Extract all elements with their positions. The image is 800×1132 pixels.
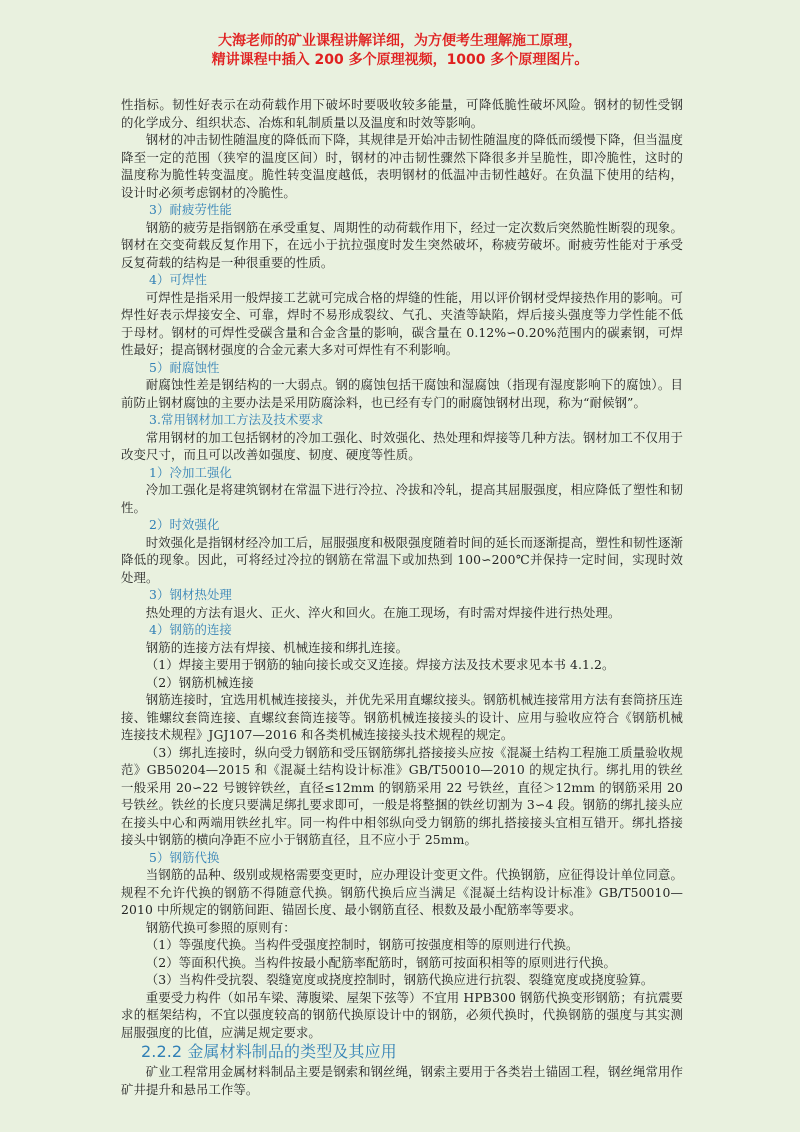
paragraph: 钢筋代换可参照的原则有： <box>145 919 296 935</box>
paragraph: 当钢筋的品种、级别或规格需要变更时，应办理设计变更文件。代换钢筋，应征得设计单位同意。规程不允许代换的钢筋不得随意代换。钢筋代换后应当满足《混凝土结构设计标准》GB/T50010—2010 中所规定的钢筋间距、锚固长度、最小钢筋直径、根数及最小配筋率等要求。 <box>121 867 683 917</box>
paragraph: 重要受力构件（如吊车梁、薄腹梁、屋架下弦等）不宜用 HPB300 钢筋代换变形钢筋；有抗震要求的框架结构，不宜以强度较高的钢筋代换原设计中的钢筋，必须代换时，代换钢筋的强度与其实测屈服强度的比值，应满足规定要求。 <box>121 989 683 1040</box>
paragraph: 性指标。韧性好表示在动荷载作用下破坏时要吸收较多能量，可降低脆性破坏风险。钢材的韧性受钢的化学成分、组织状态、冶炼和轧制质量以及温度和时效等影响。 <box>121 97 683 130</box>
paragraph: 可焊性是指采用一般焊接工艺就可完成合格的焊缝的性能，用以评价钢材受焊接热作用的影响。可焊性好表示焊接安全、可靠，焊时不易形成裂纹、气孔、夹渣等缺陷，焊后接头强度等力学性能不低于母材。钢材的可焊性受碳含量和合金含量的影响，碳含量在 0.12%∽0.20%范围内的碳素钢，可焊性最好；提高钢材强度的合金元素大多对可焊性有不利影响。 <box>121 289 683 357</box>
paragraph: 时效强化是指钢材经冷加工后，屈服强度和极限强度随着时间的延长而逐渐提高，塑性和韧性逐渐降低的现象。因此，可将经过冷拉的钢筋在常温下或加热到 100∽200℃并保持一定时间，实现时效处理。 <box>121 534 683 585</box>
banner-line-2: 精讲课程中插入 200 多个原理视频，1000 多个原理图片。 <box>211 52 589 68</box>
document-body <box>121 96 683 1098</box>
list-item: （1）焊接主要用于钢筋的轴向接长或交叉连接。焊接方法及技术要求见本书 4.1.2。 <box>145 657 615 672</box>
paragraph: 钢筋连接时，宜选用机械连接接头，并优先采用直螺纹接头。钢筋机械连接常用方法有套筒挤压连接、锥螺纹套筒连接、直螺纹套筒连接等。钢筋机械连接接头的设计、应用与验收应符合《钢筋机械连接技术规程》JGJ107—2016 和各类机械连接接头技术规程的规定。 <box>121 692 683 742</box>
heading-processing: 3.常用钢材加工方法及技术要求 <box>149 412 324 427</box>
paragraph: 矿业工程常用金属材料制品主要是钢索和钢丝绳，钢索主要用于各类岩土锚固工程，钢丝绳常用作矿井提升和悬吊工作等。 <box>121 1064 683 1097</box>
paragraph: 热处理的方法有退火、正火、淬火和回火。在施工现场，有时需对焊接件进行热处理。 <box>145 604 621 620</box>
banner-line-1: 大海老师的矿业课程讲解详细，为方便考生理解施工原理， <box>218 33 582 49</box>
paragraph: 冷加工强化是将建筑钢材在常温下进行冷拉、冷拔和冷轧，提高其屈服强度，相应降低了塑性和韧性。 <box>121 482 683 515</box>
paragraph: 钢筋的连接方法有焊接、机械连接和绑扎连接。 <box>145 639 409 655</box>
list-item: （2）等面积代换。当构件按最小配筋率配筋时，钢筋可按面积相等的原则进行代换。 <box>145 954 616 970</box>
subheading-cold-working: 1）冷加工强化 <box>149 464 232 480</box>
subheading-substitution: 5）钢筋代换 <box>149 849 220 865</box>
paragraph: 钢筋的疲劳是指钢筋在承受重复、周期性的动荷载作用下，经过一定次数后突然脆性断裂的现象。钢材在交变荷载反复作用下，在远小于抗拉强度时发生突然破坏，称疲劳破坏。耐疲劳性能对于承受反复荷载的结构是一种很重要的性质。 <box>121 219 683 270</box>
list-item: （1）等强度代换。当构件受强度控制时，钢筋可按强度相等的原则进行代换。 <box>145 937 579 952</box>
paragraph: （3）绑扎连接时，纵向受力钢筋和受压钢筋绑扎搭接接头应按《混凝土结构工程施工质量验收规范》GB50204—2015 和《混凝土结构设计标准》GB/T50010—2010 的规定执行。绑扎用的铁丝一般采用 20∽22 号镀锌铁丝，直径≤12mm 的钢筋采用 22 号铁丝，直径＞12mm 的钢筋采用 20 号铁丝。铁丝的长度只要满足绑扎要求即可，一般是将整捆的铁丝切割为 3∽4 段。钢筋的绑扎接头应在接头中心和两端用铁丝扎牢。同一构件中相邻纵向受力钢筋的绑扎搭接接头宜相互错开。绑扎搭接接头中钢筋的横向净距不应小于钢筋直径，且不应小于 25mm。 <box>121 744 683 847</box>
subheading-aging: 2）时效强化 <box>149 517 220 532</box>
subheading-connection: 4）钢筋的连接 <box>149 622 232 637</box>
paragraph: 钢材的冲击韧性随温度的降低而下降，其规律是开始冲击韧性随温度的降低而缓慢下降，但当温度降至一定的范围（狭窄的温度区间）时，钢材的冲击韧性骤然下降很多并呈脆性，即冷脆性，这时的温度称为脆性转变温度。脆性转变温度越低，表明钢材的低温冲击韧性越好。在负温下使用的结构，设计时必须考虑钢材的冷脆性。 <box>121 132 683 200</box>
subheading-corrosion: 5）耐腐蚀性 <box>149 359 220 375</box>
subheading-fatigue: 3）耐疲劳性能 <box>149 202 232 217</box>
promo-banner <box>0 32 800 70</box>
paragraph: 常用钢材的加工包括钢材的冷加工强化、时效强化、热处理和焊接等几种方法。钢材加工不仅用于改变尺寸，而且可以改善如强度、韧度、硬度等性质。 <box>121 429 683 462</box>
subheading-weldability: 4）可焊性 <box>149 272 207 287</box>
list-item: （3）当构件受抗裂、裂缝宽度或挠度控制时，钢筋代换应进行抗裂、裂缝宽度或挠度验算。 <box>145 972 654 987</box>
subheading-heat-treatment: 3）钢材热处理 <box>149 587 232 602</box>
section-heading-2-2-2: 2.2.2 金属材料制品的类型及其应用 <box>141 1042 397 1061</box>
paragraph: 耐腐蚀性差是钢结构的一大弱点。钢的腐蚀包括干腐蚀和湿腐蚀（指现有湿度影响下的腐蚀）。目前防止钢材腐蚀的主要办法是采用防腐涂料，也已经有专门的耐腐蚀钢材出现，称为“耐候钢”。 <box>121 377 683 410</box>
list-item: （2）钢筋机械连接 <box>145 674 254 690</box>
